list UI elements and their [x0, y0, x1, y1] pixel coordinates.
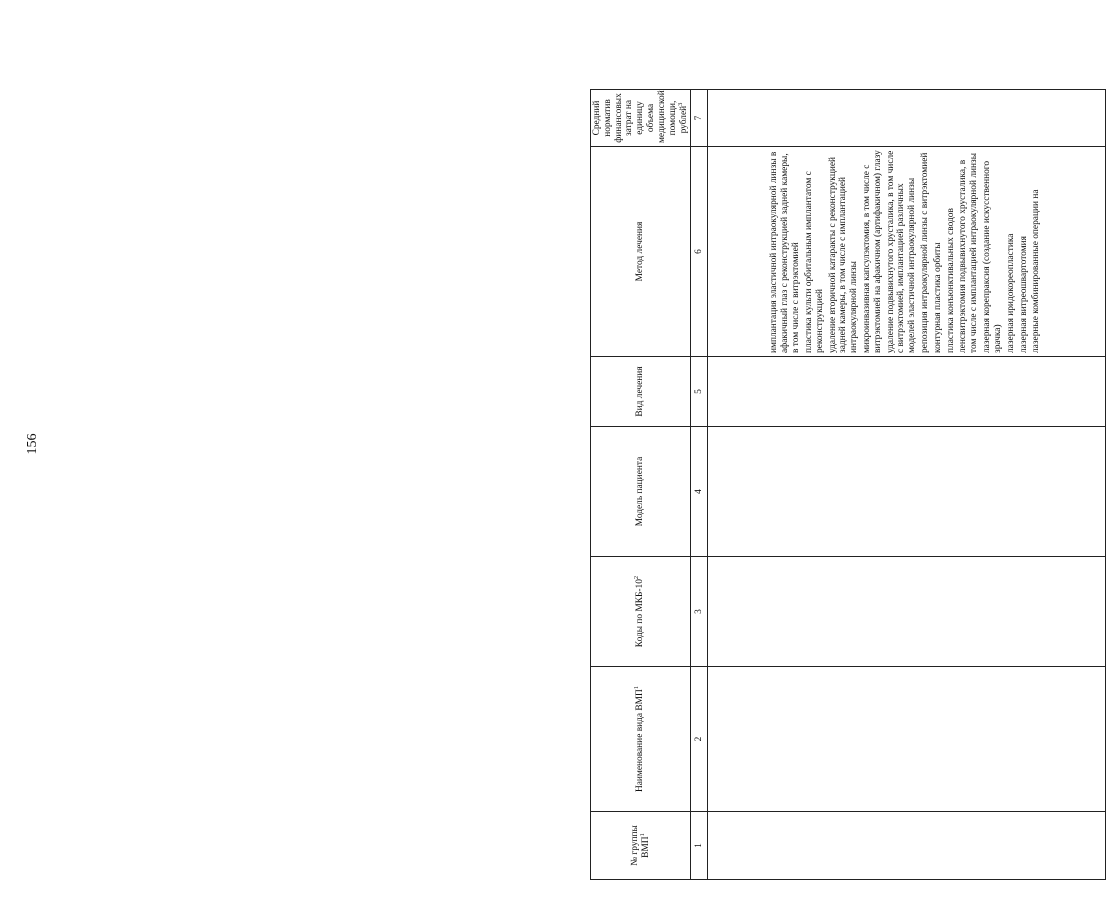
column-number: 4: [691, 427, 708, 557]
table-header-row: [591, 90, 691, 880]
method-item: микроинвазивная капсулэктомия, в том числе с витрэктомией на афакичном (артифакичном) глазу: [861, 150, 883, 353]
cell-empty: [708, 90, 1106, 147]
method-item: ленсвитрэктомия подвывихнутого хрусталика, в том числе с имплантацией интраокулярной линзы: [958, 152, 980, 353]
method-item: лазерные комбинированные операции на: [1031, 189, 1042, 353]
header-vmp-name: Наименование вида ВМП$^1$: [591, 667, 691, 812]
method-item: пластика культи орбитальным имплантатом с реконструкцией: [803, 171, 825, 353]
header-icd-codes: Коды по МКБ-$10^2$: [591, 557, 691, 667]
column-number: 7: [691, 90, 708, 147]
method-item: лазерная иридокореопластика: [1005, 233, 1016, 353]
method-item: удаление подвывихнутого хрусталика, в том числе с витрэктомией, имплантацией различных моделей эластичной интраокулярной линзы: [885, 150, 918, 353]
column-number: 2: [691, 667, 708, 812]
cell-empty: [708, 427, 1106, 557]
method-item: имплантация эластичной интраокулярной линзы в афакичный глаз с реконструкцией задней камеры, в том числе с витрэктомией: [769, 151, 802, 353]
vmp-table: [590, 89, 1106, 880]
treatment-methods-cell: [708, 147, 1106, 357]
header-patient-model: Модель пациента: [591, 427, 691, 557]
column-number: 6: [691, 147, 708, 357]
cell-empty: [708, 357, 1106, 427]
cell-empty: [708, 812, 1106, 880]
method-item: пластика конъюнктивальных сводов: [945, 208, 956, 353]
rotated-page: [590, 60, 1110, 880]
header-treatment-method: Метод лечения: [591, 147, 691, 357]
header-treatment-type: Вид лечения: [591, 357, 691, 427]
method-item: лазерная витреошвартотомия: [1018, 236, 1029, 353]
header-group-number: № группы ВМП$^1$: [591, 812, 691, 880]
page-number: 156: [25, 433, 40, 455]
cell-empty: [708, 557, 1106, 667]
method-item: контурная пластика орбиты: [932, 242, 943, 353]
method-item: удаление вторичной катаракты с реконструкцией задней камеры, в том числе с имплантацией интраокулярной линзы: [827, 156, 860, 353]
header-avg-cost: Средний норматив финансовых затрат на единицу объема медицинской помощи, рублей$^3$: [591, 90, 691, 147]
table-body-row: [708, 90, 1106, 880]
method-item: лазерная корепраксия (создание искусственного зрачка): [982, 160, 1003, 353]
column-number-row: [691, 90, 708, 880]
cell-empty: [708, 667, 1106, 812]
method-item: репозиция интраокулярной линзы с витрэктомией: [920, 152, 931, 353]
column-number: 3: [691, 557, 708, 667]
column-number: 5: [691, 357, 708, 427]
column-number: 1: [691, 812, 708, 880]
